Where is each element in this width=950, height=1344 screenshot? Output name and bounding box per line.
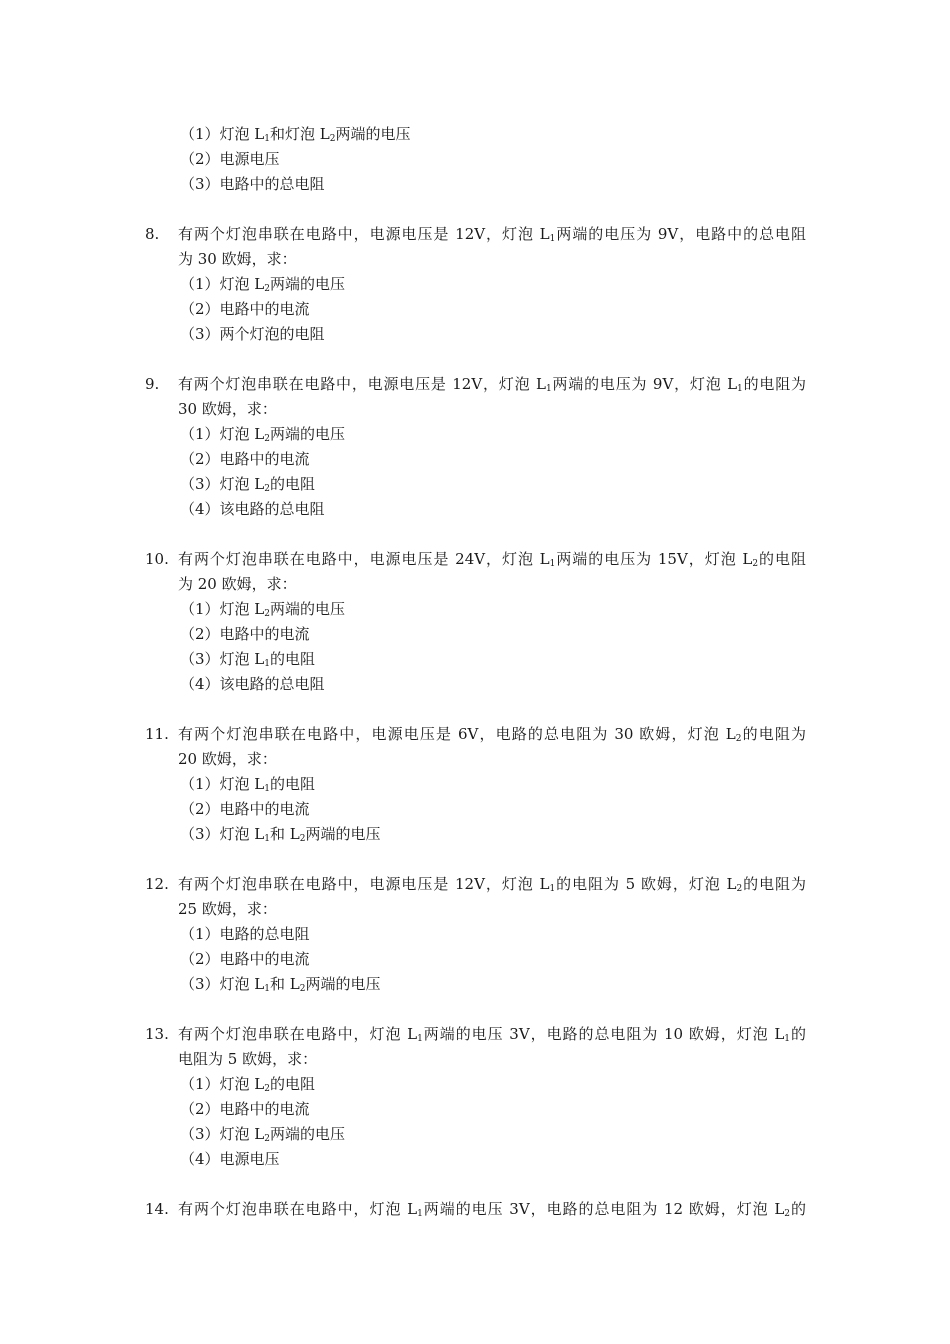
text-run: （3）灯泡 L [180, 975, 265, 993]
sub-question [0, 172, 950, 197]
question-line [0, 897, 950, 922]
sub-question [0, 772, 950, 797]
question-line [0, 872, 950, 897]
subscript: 1 [545, 384, 552, 394]
text-run: （1）灯泡 L [180, 600, 265, 618]
subscript: 1 [549, 884, 556, 894]
sub-question-text [180, 322, 325, 347]
text-run: （1）灯泡 L [180, 125, 265, 143]
question-text [178, 1022, 806, 1047]
sub-question [0, 122, 950, 147]
sub-question-text [180, 272, 345, 297]
sub-question-text [180, 647, 315, 672]
subscript: 2 [264, 484, 271, 494]
question-text [178, 572, 297, 597]
text-run: 的电阻为 [741, 725, 806, 743]
subscript: 1 [264, 834, 271, 844]
sub-question-text [180, 1097, 310, 1122]
sub-question-text [180, 922, 310, 947]
text-run: 的电阻 [758, 550, 806, 568]
question-line [0, 572, 950, 597]
sub-question [0, 1097, 950, 1122]
subscript: 1 [264, 134, 271, 144]
text-run: （3）灯泡 L [180, 1125, 265, 1143]
question-13 [0, 1022, 950, 1172]
text-run: 的电阻为 [742, 375, 807, 393]
sub-question [0, 1147, 950, 1172]
question-text [178, 222, 806, 247]
sub-question-text [180, 422, 345, 447]
question-text [178, 397, 277, 422]
text-run: （4）该电路的总电阻 [180, 675, 325, 693]
sub-question-text [180, 797, 310, 822]
sub-question [0, 597, 950, 622]
question-continuation [0, 122, 950, 197]
sub-question [0, 297, 950, 322]
question-11 [0, 722, 950, 847]
sub-question-text [180, 822, 381, 847]
subscript: 1 [417, 1209, 423, 1219]
question-number: 10. [145, 550, 169, 568]
text-run: 电阻为 5 欧姆，求： [178, 1050, 318, 1068]
sub-question [0, 947, 950, 972]
text-run: （3）电路中的总电阻 [180, 175, 325, 193]
subscript: 2 [752, 559, 759, 569]
text-run: 20 欧姆，求： [178, 750, 277, 768]
sub-question [0, 147, 950, 172]
subscript: 1 [784, 1034, 791, 1044]
question-text [178, 247, 297, 272]
question-line [0, 547, 950, 572]
subscript: 2 [735, 734, 742, 744]
sub-question-text [180, 772, 315, 797]
question-line [0, 397, 950, 422]
text-run: 两端的电压 [270, 425, 346, 443]
question-number: 13. [145, 1025, 169, 1043]
question-line [0, 222, 950, 247]
sub-question-text [180, 672, 325, 697]
sub-question [0, 922, 950, 947]
question-8 [0, 222, 950, 347]
text-run: 的 [790, 1200, 806, 1218]
subscript: 1 [264, 784, 271, 794]
question-line [0, 1047, 950, 1072]
text-run: （3）灯泡 L [180, 650, 265, 668]
subscript: 2 [299, 834, 306, 844]
text-run: 的 [790, 1025, 806, 1043]
sub-question [0, 272, 950, 297]
question-line [0, 1022, 950, 1047]
sub-question [0, 1122, 950, 1147]
sub-question [0, 647, 950, 672]
text-run: 两端的电压 [270, 600, 346, 618]
text-run: 30 欧姆，求： [178, 400, 277, 418]
sub-question [0, 797, 950, 822]
text-run: 有两个灯泡串联在电路中，灯泡 L [178, 1200, 418, 1218]
sub-question-text [180, 297, 310, 322]
sub-question [0, 322, 950, 347]
text-run: （3）灯泡 L [180, 825, 265, 843]
question-line [0, 722, 950, 747]
question-text [178, 747, 277, 772]
text-run: （4）电源电压 [180, 1150, 280, 1168]
text-run: （2）电路中的电流 [180, 950, 310, 968]
text-run: 两端的电压 [270, 1125, 346, 1143]
sub-question [0, 622, 950, 647]
text-run: （1）灯泡 L [180, 775, 265, 793]
question-text [178, 722, 806, 747]
text-run: 两端的电压为 9V，灯泡 L [551, 375, 738, 393]
sub-question [0, 822, 950, 847]
text-run: （3）两个灯泡的电阻 [180, 325, 325, 343]
sub-question [0, 972, 950, 997]
sub-question-text [180, 1122, 345, 1147]
sub-question-text [180, 1072, 315, 1097]
subscript: 2 [264, 609, 271, 619]
text-run: （1）灯泡 L [180, 425, 265, 443]
sub-question [0, 1072, 950, 1097]
subscript: 2 [329, 134, 336, 144]
text-run: （4）该电路的总电阻 [180, 500, 325, 518]
text-run: 两端的电压 3V，电路的总电阻为 12 欧姆，灯泡 L [422, 1200, 785, 1218]
text-run: 的电阻 [270, 475, 316, 493]
text-run: （2）电路中的电流 [180, 625, 310, 643]
question-text [178, 547, 806, 572]
text-run: 两端的电压为 9V，电路中的总电阻 [555, 225, 806, 243]
subscript: 1 [264, 659, 271, 669]
sub-question-text [180, 147, 280, 172]
subscript: 2 [264, 434, 271, 444]
sub-question-text [180, 122, 411, 147]
question-line [0, 1197, 950, 1222]
text-run: 有两个灯泡串联在电路中，电源电压是 24V，灯泡 L [178, 550, 550, 568]
subscript: 1 [264, 984, 271, 994]
text-run: （1）灯泡 L [180, 275, 265, 293]
question-text [178, 1197, 806, 1222]
question-number: 9. [145, 375, 160, 393]
subscript: 2 [264, 284, 271, 294]
question-text [178, 1047, 317, 1072]
text-run: （2）电路中的电流 [180, 1100, 310, 1118]
subscript: 2 [264, 1134, 271, 1144]
text-run: （2）电路中的电流 [180, 300, 310, 318]
subscript: 2 [736, 884, 743, 894]
sub-question-text [180, 597, 345, 622]
sub-question-text [180, 497, 325, 522]
text-run: （2）电源电压 [180, 150, 280, 168]
sub-question-text [180, 472, 315, 497]
text-run: 和 L [270, 975, 300, 993]
subscript: 1 [549, 559, 556, 569]
text-run: 的电阻 [270, 650, 316, 668]
text-run: （1）灯泡 L [180, 1075, 265, 1093]
question-text [178, 872, 806, 897]
text-run: 有两个灯泡串联在电路中，电源电压是 12V，灯泡 L [178, 225, 550, 243]
sub-question-text [180, 172, 325, 197]
question-14 [0, 1197, 950, 1222]
subscript: 2 [784, 1209, 791, 1219]
text-run: 有两个灯泡串联在电路中，电源电压是 6V，电路的总电阻为 30 欧姆，灯泡 L [178, 725, 736, 743]
sub-question [0, 422, 950, 447]
sub-question-text [180, 947, 310, 972]
text-run: 两端的电压 [335, 125, 411, 143]
sub-question [0, 672, 950, 697]
text-run: 两端的电压为 15V，灯泡 L [555, 550, 753, 568]
text-run: 为 30 欧姆，求： [178, 250, 297, 268]
question-number: 14. [145, 1200, 169, 1218]
question-text [178, 372, 806, 397]
subscript: 1 [737, 384, 743, 394]
text-run: 的电阻为 [742, 875, 807, 893]
text-run: 有两个灯泡串联在电路中，灯泡 L [178, 1025, 418, 1043]
text-run: 两端的电压 [305, 825, 381, 843]
text-run: 两端的电压 [270, 275, 346, 293]
question-line [0, 747, 950, 772]
subscript: 1 [417, 1034, 423, 1044]
question-line [0, 247, 950, 272]
question-number: 11. [145, 725, 169, 743]
question-10 [0, 547, 950, 697]
sub-question-text [180, 1147, 280, 1172]
text-run: 两端的电压 [305, 975, 381, 993]
question-number: 12. [145, 875, 169, 893]
question-9 [0, 372, 950, 522]
text-run: 和灯泡 L [270, 125, 330, 143]
question-line [0, 372, 950, 397]
subscript: 2 [299, 984, 306, 994]
question-text [178, 897, 277, 922]
sub-question-text [180, 622, 310, 647]
text-run: 的电阻 [270, 775, 316, 793]
text-run: 两端的电压 3V，电路的总电阻为 10 欧姆，灯泡 L [422, 1025, 785, 1043]
text-run: 和 L [270, 825, 300, 843]
text-run: （2）电路中的电流 [180, 800, 310, 818]
question-number: 8. [145, 225, 160, 243]
text-run: 的电阻 [270, 1075, 316, 1093]
sub-question-text [180, 447, 310, 472]
question-list [0, 122, 950, 1247]
sub-question [0, 472, 950, 497]
sub-question [0, 497, 950, 522]
sub-question-text [180, 972, 381, 997]
sub-question [0, 447, 950, 472]
subscript: 1 [549, 234, 556, 244]
text-run: 为 20 欧姆，求： [178, 575, 297, 593]
text-run: 25 欧姆，求： [178, 900, 277, 918]
text-run: （3）灯泡 L [180, 475, 265, 493]
text-run: 有两个灯泡串联在电路中，电源电压是 12V，灯泡 L [178, 375, 546, 393]
text-run: 的电阻为 5 欧姆，灯泡 L [555, 875, 737, 893]
text-run: （1）电路的总电阻 [180, 925, 310, 943]
text-run: （2）电路中的电流 [180, 450, 310, 468]
text-run: 有两个灯泡串联在电路中，电源电压是 12V，灯泡 L [178, 875, 550, 893]
question-12 [0, 872, 950, 997]
subscript: 2 [264, 1084, 271, 1094]
